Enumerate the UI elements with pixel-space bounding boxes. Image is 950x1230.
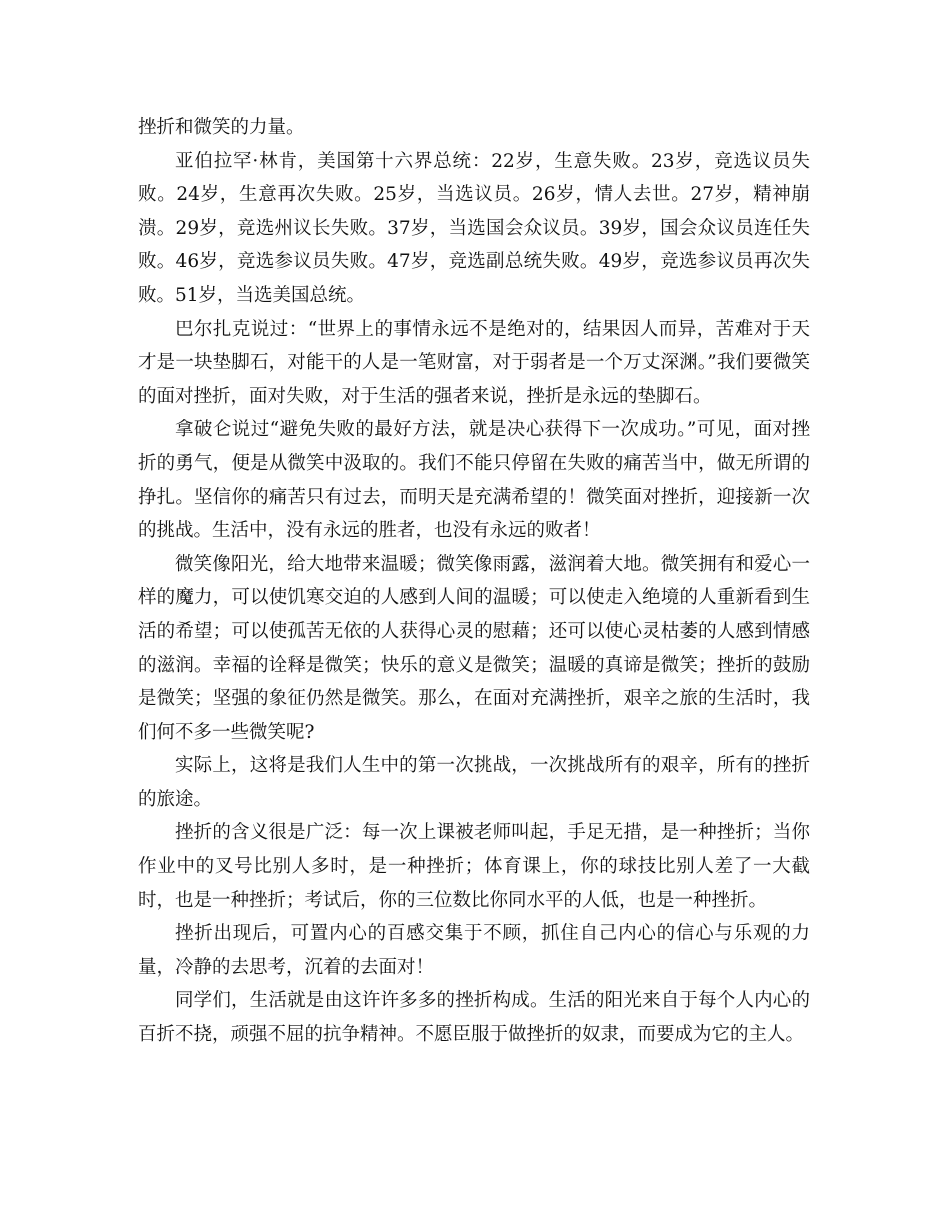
paragraph-challenge: 实际上，这将是我们人生中的第一次挑战，一次挑战所有的艰辛，所有的挫折的旅途。 — [138, 755, 810, 810]
paragraph-response: 挫折出现后，可置内心的百感交集于不顾，抓住自己内心的信心与乐观的力量，冷静的去思考，沉着的去面对！ — [138, 923, 810, 978]
paragraph-continuation: 挫折和微笑的力量。 — [138, 117, 305, 138]
paragraph-lincoln: 亚伯拉罕·林肯，美国第十六界总统：22岁，生意失败。23岁，竞选议员失败。24岁，生意再次失败。25岁，当选议员。26岁，情人去世。27岁，精神崩溃。29岁，竞选州议长失败。37岁，当选国会众议员。39岁，国会众议员连任失败。46岁，竞选参议员失败。47岁，竞选副总统失败。49岁，竞选参议员再次失败。51岁，当选美国总统。 — [138, 150, 810, 306]
paragraph-smile: 微笑像阳光，给大地带来温暖；微笑像雨露，滋润着大地。微笑拥有和爱心一样的魔力，可以使饥寒交迫的人感到人间的温暖；可以使走入绝境的人重新看到生活的希望；可以使孤苦无依的人获得心灵的慰藉；还可以使心灵枯萎的人感到情感的滋润。幸福的诠释是微笑；快乐的意义是微笑；温暖的真谛是微笑；挫折的鼓励是微笑；坚强的象征仍然是微笑。那么，在面对充满挫折，艰辛之旅的生活时，我们何不多一些微笑呢? — [138, 553, 810, 743]
paragraph-napoleon: 拿破仑说过“避免失败的最好方法，就是决心获得下一次成功。”可见，面对挫折的勇气，便是从微笑中汲取的。我们不能只停留在失败的痛苦当中，做无所谓的挣扎。坚信你的痛苦只有过去，而明天是充满希望的！微笑面对挫折，迎接新一次的挑战。生活中，没有永远的胜者，也没有永远的败者！ — [138, 419, 810, 542]
paragraph-balzac: 巴尔扎克说过：“世界上的事情永远不是绝对的，结果因人而异，苦难对于天才是一块垫脚石，对能干的人是一笔财富，对于弱者是一个万丈深渊。”我们要微笑的面对挫折，面对失败，对于生活的强者来说，挫折是永远的垫脚石。 — [138, 318, 810, 407]
paragraph-meaning: 挫折的含义很是广泛：每一次上课被老师叫起，手足无措，是一种挫折；当你作业中的叉号比别人多时，是一种挫折；体育课上，你的球技比别人差了一大截时，也是一种挫折；考试后，你的三位数比你同水平的人低，也是一种挫折。 — [138, 822, 810, 911]
document-body — [138, 111, 810, 1052]
paragraph-conclusion: 同学们，生活就是由这许许多多的挫折构成。生活的阳光来自于每个人内心的百折不挠，顽强不屈的抗争精神。不愿臣服于做挫折的奴隶，而要成为它的主人。 — [138, 990, 810, 1046]
